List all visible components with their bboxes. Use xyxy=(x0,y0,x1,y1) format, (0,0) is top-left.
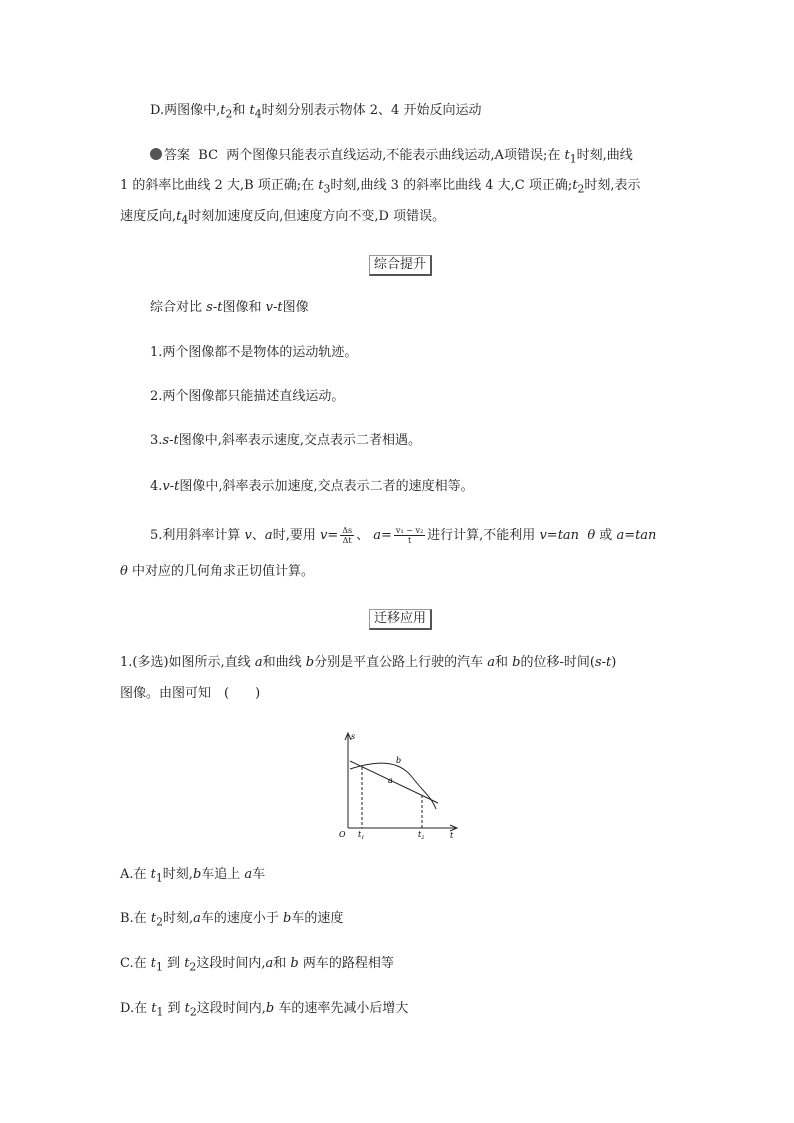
section-title-summary: 综合提升 xyxy=(369,255,432,276)
option-a[interactable]: A.在 $t_1$时刻,b车追上 a车 xyxy=(120,867,266,885)
option-d-prev: D.两图像中$,t_2$和 $t_4$时刻分别表示物体 2、4 开始反向运动 xyxy=(150,103,482,121)
question-line-2: 图像。由图可知 ( ) xyxy=(120,686,261,701)
answer-line-1: 答案 BC 两个图像只能表示直线运动,不能表示曲线运动,A项错误;在 $t_1$时刻,曲线 xyxy=(150,146,633,170)
option-d[interactable]: D.在 $t_1$ 到 $t_2$这段时间内,b 车的速率先减小后增大 xyxy=(120,1001,409,1019)
fraction-velocity-change: $\frac{\text{v₁ − v₂}}{t}$ xyxy=(395,526,424,545)
summary-point-2: 2.两个图像都只能描述直线运动。 xyxy=(150,389,345,404)
summary-point-5: 5.利用斜率计算 v、a时,要用 v= $\frac{\Delta s}{\Delta t}$ 、 a= $\frac{\text{v₁ − v₂}}{t}$ 进行计算,不能利用 v=tan θ 或 a=tan xyxy=(150,526,657,545)
summary-point-3: 3.s-t图像中,斜率表示速度,交点表示二者相遇。 xyxy=(150,433,421,448)
answer-icon xyxy=(150,148,162,160)
curve-b xyxy=(350,763,436,809)
answer-line-3: 速度反向$,t_4$时刻加速度反向,但速度方向不变,D 项错误。 xyxy=(120,209,446,227)
t2-label: $t_2$ xyxy=(418,830,425,840)
option-c[interactable]: C.在 $t_1$ 到 $t_2$这段时间内,a和 b 两车的路程相等 xyxy=(120,956,394,974)
answer-line-2: 1 的斜率比曲线 2 大,B 项正确;在 $t_3$时刻,曲线 3 的斜率比曲线 4 大,C 项正确$;t_2$时刻,表示 xyxy=(120,178,641,196)
line-a-label: a xyxy=(388,776,393,785)
st-graph xyxy=(330,725,465,840)
t1-label: $t_1$ xyxy=(358,830,365,840)
summary-point-1: 1.两个图像都不是物体的运动轨迹。 xyxy=(150,345,358,360)
y-axis-label: s xyxy=(351,732,356,741)
answer-choice: BC xyxy=(198,148,219,163)
line-a xyxy=(350,761,438,803)
summary-heading: 综合对比 s-t图像和 v-t图像 xyxy=(150,300,309,315)
fraction-delta-s-over-delta-t: $\frac{\Delta s}{\Delta t}$ xyxy=(342,526,353,545)
option-b[interactable]: B.在 $t_2$时刻,a车的速度小于 b车的速度 xyxy=(120,911,344,929)
question-line-1: 1.(多选)如图所示,直线 a和曲线 b分别是平直公路上行驶的汽车 a和 b的位移-时间(s-t) xyxy=(120,655,617,670)
curve-b-label: b xyxy=(396,756,402,765)
summary-point-5-cont: θ 中对应的几何角求正切值计算。 xyxy=(120,564,314,579)
x-axis-label: t xyxy=(450,831,454,840)
answer-label: 答案 xyxy=(164,148,191,163)
section-title-application: 迁移应用 xyxy=(369,609,432,630)
origin-label: O xyxy=(339,830,346,839)
summary-point-4: 4.v-t图像中,斜率表示加速度,交点表示二者的速度相等。 xyxy=(150,479,474,494)
